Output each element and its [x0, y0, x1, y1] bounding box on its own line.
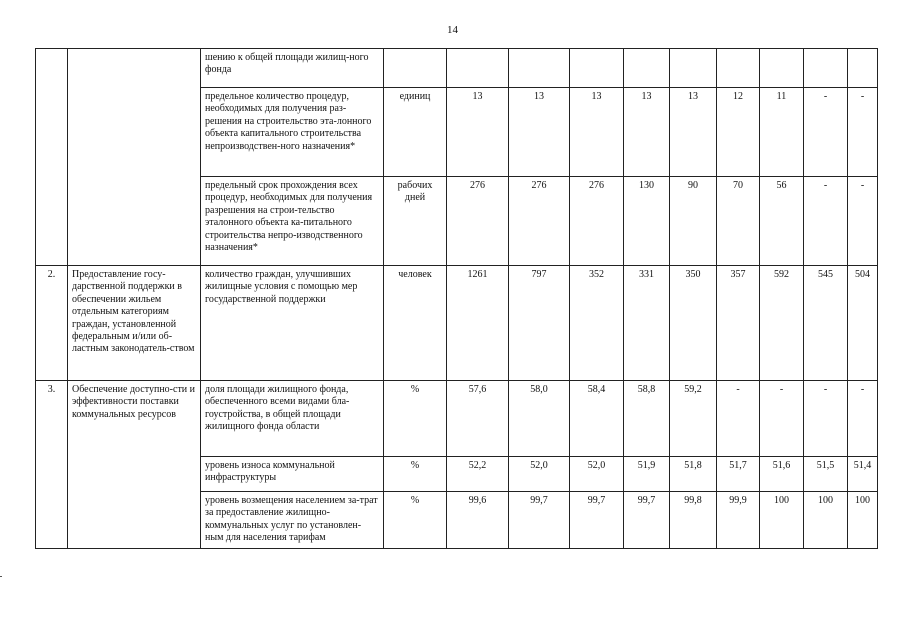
value-cell: 592	[760, 266, 804, 381]
value-cell: 99,6	[447, 492, 509, 549]
value-cell: 12	[717, 88, 760, 177]
value-cell: -	[848, 88, 878, 177]
value-cell: -	[760, 381, 804, 457]
value-cell: 99,7	[570, 492, 624, 549]
value-cell: 100	[848, 492, 878, 549]
row-number: 2.	[36, 266, 68, 381]
value-cell: 130	[624, 177, 670, 266]
indicator-name: предельный срок прохождения всех процедур, необходимых для получения разрешения на строи-тельство эталонного объекта ка-питального строительства непро-изводственного назначения*	[201, 177, 384, 266]
table-row	[36, 381, 878, 457]
value-cell: 51,6	[760, 457, 804, 492]
value-cell: 58,0	[509, 381, 570, 457]
value-cell: 797	[509, 266, 570, 381]
indicator-name: шению к общей площади жилищ-ного фонда	[201, 49, 384, 88]
value-cell: 13	[509, 88, 570, 177]
value-cell: 51,5	[804, 457, 848, 492]
unit: единиц	[384, 88, 447, 177]
value-cell	[509, 49, 570, 88]
table-row	[36, 266, 878, 381]
value-cell: 100	[804, 492, 848, 549]
unit: %	[384, 381, 447, 457]
table-row	[36, 49, 878, 88]
program-name: Предоставление госу-дарственной поддержки в обеспечении жильем отдельным категориям граждан, установленной федеральным и/или об-ластным законодатель-ством	[68, 266, 201, 381]
value-cell	[670, 49, 717, 88]
value-cell: 99,9	[717, 492, 760, 549]
indicator-name: предельное количество процедур, необходимых для получения раз-решения на строительство эта-лонного объекта капитального строительства непроизводствен-ного назначения*	[201, 88, 384, 177]
value-cell: 99,7	[509, 492, 570, 549]
targets-table	[35, 48, 878, 549]
indicator-name: уровень возмещения населением за-трат за предоставление жилищно-коммунальных услуг по установлен-ным для населения тарифам	[201, 492, 384, 549]
unit: человек	[384, 266, 447, 381]
program-name: Обеспечение доступно-сти и эффективности поставки коммунальных ресурсов	[68, 381, 201, 549]
row-number	[36, 49, 68, 266]
value-cell: -	[804, 88, 848, 177]
value-cell: 59,2	[670, 381, 717, 457]
value-cell: 13	[624, 88, 670, 177]
row-number: 3.	[36, 381, 68, 549]
value-cell: -	[804, 177, 848, 266]
unit: рабочих дней	[384, 177, 447, 266]
value-cell: 51,8	[670, 457, 717, 492]
program-name	[68, 49, 201, 266]
value-cell: 99,7	[624, 492, 670, 549]
value-cell: 545	[804, 266, 848, 381]
value-cell: 58,4	[570, 381, 624, 457]
value-cell: 51,9	[624, 457, 670, 492]
value-cell	[848, 49, 878, 88]
value-cell	[760, 49, 804, 88]
value-cell: 276	[570, 177, 624, 266]
unit	[384, 49, 447, 88]
value-cell: 100	[760, 492, 804, 549]
value-cell: 52,2	[447, 457, 509, 492]
value-cell: 350	[670, 266, 717, 381]
value-cell: 90	[670, 177, 717, 266]
value-cell: 52,0	[509, 457, 570, 492]
value-cell: 13	[570, 88, 624, 177]
value-cell	[570, 49, 624, 88]
value-cell	[717, 49, 760, 88]
value-cell	[624, 49, 670, 88]
value-cell: 70	[717, 177, 760, 266]
indicator-name: уровень износа коммунальной инфраструктуры	[201, 457, 384, 492]
value-cell: 13	[447, 88, 509, 177]
value-cell: -	[804, 381, 848, 457]
value-cell: -	[848, 381, 878, 457]
indicator-name: количество граждан, улучшивших жилищные условия с помощью мер государственной поддержки	[201, 266, 384, 381]
value-cell: 51,4	[848, 457, 878, 492]
value-cell: 357	[717, 266, 760, 381]
unit: %	[384, 492, 447, 549]
value-cell	[804, 49, 848, 88]
value-cell: 276	[509, 177, 570, 266]
value-cell: 1261	[447, 266, 509, 381]
value-cell: 11	[760, 88, 804, 177]
value-cell: -	[848, 177, 878, 266]
value-cell: 56	[760, 177, 804, 266]
value-cell: 99,8	[670, 492, 717, 549]
value-cell: 504	[848, 266, 878, 381]
value-cell: 51,7	[717, 457, 760, 492]
value-cell: 52,0	[570, 457, 624, 492]
value-cell	[447, 49, 509, 88]
value-cell: 352	[570, 266, 624, 381]
value-cell: 57,6	[447, 381, 509, 457]
value-cell: -	[717, 381, 760, 457]
page-number: 14	[447, 24, 458, 36]
value-cell: 331	[624, 266, 670, 381]
unit: %	[384, 457, 447, 492]
value-cell: 13	[670, 88, 717, 177]
indicator-name: доля площади жилищного фонда, обеспеченного всеми видами бла-гоустройства, в общей площади жилищного фонда области	[201, 381, 384, 457]
value-cell: 58,8	[624, 381, 670, 457]
margin-mark	[0, 576, 2, 577]
value-cell: 276	[447, 177, 509, 266]
